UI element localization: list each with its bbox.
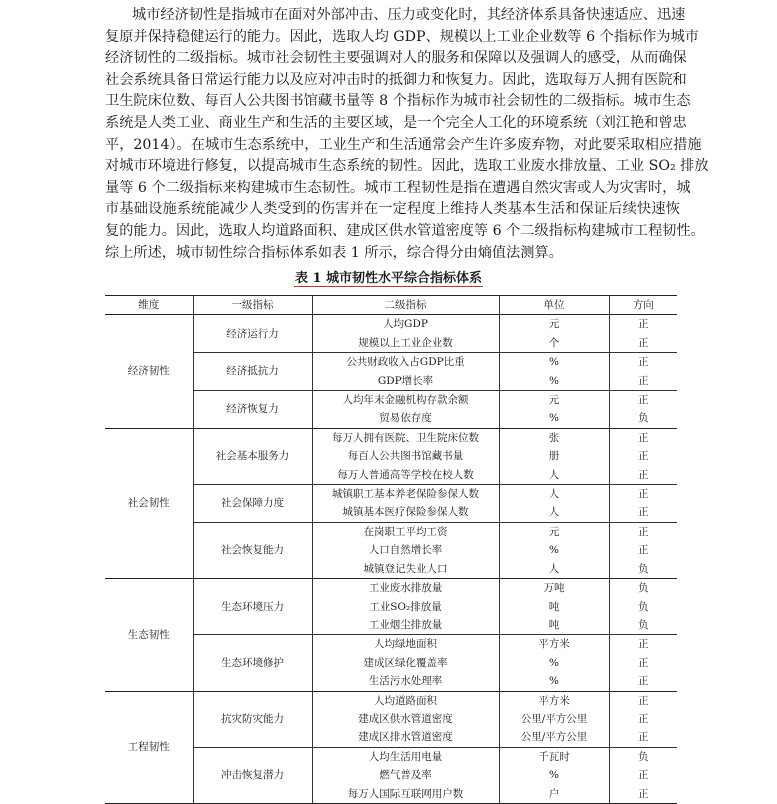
unit-cell: 人	[499, 466, 609, 485]
direction-cell: 正	[609, 353, 677, 372]
indicator-name-cell: 贸易依存度	[312, 409, 499, 428]
indicator-name-cell: 工业SO₂排放量	[312, 598, 499, 616]
indicator-name-cell: 人均道路面积	[312, 691, 499, 710]
paragraph-line: 复原并保持稳健运行的能力。因此，选取人均 GDP、规模以上工业企业数等 6 个指标作为城市	[105, 28, 699, 45]
direction-cell: 正	[609, 766, 677, 784]
table-caption-text: 表 1 城市韧性水平综合指标体系	[294, 271, 483, 286]
unit-cell: 人	[499, 503, 609, 522]
direction-cell: 正	[609, 428, 677, 447]
paragraph-line: 量等 6 个二级指标来构建城市生态韧性。城市工程韧性是指在遭遇自然灾害或人为灾害时，城	[105, 179, 691, 196]
paragraph-line: 社会系统具备日常运行能力以及应对冲击时的抵御力和恢复力。因此，选取每万人拥有医院和	[105, 71, 687, 88]
direction-cell: 正	[609, 691, 677, 710]
unit-cell: 张	[499, 428, 609, 447]
indicator-name-cell: 每万人国际互联网用户数	[312, 785, 499, 804]
table-caption	[0, 267, 777, 286]
direction-cell: 正	[609, 503, 677, 522]
unit-cell: %	[499, 353, 609, 372]
level1-cell: 冲击恢复潜力	[193, 747, 312, 803]
paragraph-line: 城市经济韧性是指城市在面对外部冲击、压力或变化时，其经济体系具备快速适应、迅速	[132, 7, 686, 23]
direction-cell: 负	[609, 409, 677, 428]
direction-cell: 正	[609, 466, 677, 485]
direction-cell: 正	[609, 315, 677, 334]
indicator-name-cell: 人均绿地面积	[312, 635, 499, 654]
header-level1: 一级指标	[193, 296, 312, 315]
unit-cell: 元	[499, 391, 609, 410]
direction-cell: 负	[609, 579, 677, 598]
unit-cell: %	[499, 409, 609, 428]
unit-cell: 人	[499, 560, 609, 579]
direction-cell: 正	[609, 372, 677, 391]
level1-cell: 生态环境压力	[193, 579, 312, 635]
indicator-name-cell: 燃气普及率	[312, 766, 499, 784]
dimension-cell: 生态韧性	[105, 579, 193, 691]
indicator-name-cell: 城镇登记失业人口	[312, 560, 499, 579]
level1-cell: 抗灾防灾能力	[193, 691, 312, 747]
indicator-name-cell: GDP增长率	[312, 372, 499, 391]
direction-cell: 正	[609, 785, 677, 804]
indicator-name-cell: 人口自然增长率	[312, 541, 499, 559]
direction-cell: 正	[609, 672, 677, 691]
direction-cell: 负	[609, 747, 677, 766]
level1-cell: 社会恢复能力	[193, 522, 312, 578]
level1-cell: 社会基本服务力	[193, 428, 312, 484]
table-header-row	[105, 296, 677, 315]
unit-cell: %	[499, 766, 609, 784]
unit-cell: 册	[499, 447, 609, 465]
indicator-name-cell: 工业废水排放量	[312, 579, 499, 598]
level1-cell: 社会保障力度	[193, 485, 312, 523]
unit-cell: 平方米	[499, 691, 609, 710]
direction-cell: 正	[609, 541, 677, 559]
direction-cell: 正	[609, 710, 677, 728]
indicator-table	[105, 295, 677, 804]
header-unit: 单位	[499, 296, 609, 315]
paragraph-line: 对城市环境进行修复，以提高城市生态系统的韧性。因此，选取工业废水排放量、工业 SO₂ 排放	[105, 158, 709, 175]
direction-cell: 负	[609, 616, 677, 635]
paragraph-line: 市基础设施系统能减少人类受到的伤害并在一定程度上维持人类基本生活和保证后续快速恢	[105, 201, 680, 218]
indicator-name-cell: 人均生活用电量	[312, 747, 499, 766]
direction-cell: 正	[609, 447, 677, 465]
direction-cell: 正	[609, 728, 677, 747]
direction-cell: 负	[609, 560, 677, 579]
unit-cell: 千瓦时	[499, 747, 609, 766]
direction-cell: 负	[609, 598, 677, 616]
direction-cell: 正	[609, 391, 677, 410]
indicator-name-cell: 人均GDP	[312, 315, 499, 334]
paragraph-line: 平，2014）。在城市生态系统中，工业生产和生活通常会产生许多废弃物，对此要采取相应措施	[105, 136, 702, 153]
table-row	[105, 579, 677, 598]
paragraph-line: 卫生院床位数、每百人公共图书馆藏书量等 8 个指标作为城市社会韧性的二级指标。城市生态	[105, 93, 691, 110]
paragraph-line: 综上所述，城市韧性综合指标体系如表 1 所示，综合得分由熵值法测算。	[105, 244, 563, 261]
level1-cell: 经济抵抗力	[193, 353, 312, 391]
indicator-name-cell: 每万人普通高等学校在校人数	[312, 466, 499, 485]
indicator-name-cell: 城镇职工基本养老保险参保人数	[312, 485, 499, 504]
direction-cell: 正	[609, 485, 677, 504]
unit-cell: %	[499, 541, 609, 559]
table-row	[105, 691, 677, 710]
dimension-cell: 工程韧性	[105, 691, 193, 803]
unit-cell: 吨	[499, 616, 609, 635]
paragraph-line: 系统是人类工业、商业生产和生活的主要区域，是一个完全人工化的环境系统（刘江艳和曾忠	[105, 114, 687, 131]
unit-cell: 公里/平方公里	[499, 710, 609, 728]
unit-cell: 吨	[499, 598, 609, 616]
indicator-name-cell: 在岗职工平均工资	[312, 522, 499, 541]
unit-cell: 个	[499, 334, 609, 353]
body-paragraph	[105, 5, 709, 264]
indicator-name-cell: 建成区绿化覆盖率	[312, 654, 499, 672]
indicator-name-cell: 每百人公共图书馆藏书量	[312, 447, 499, 465]
indicator-name-cell: 城镇基本医疗保险参保人数	[312, 503, 499, 522]
indicator-name-cell: 每万人拥有医院、卫生院床位数	[312, 428, 499, 447]
unit-cell: 平方米	[499, 635, 609, 654]
level1-cell: 经济恢复力	[193, 391, 312, 429]
level1-cell: 生态环境修护	[193, 635, 312, 691]
unit-cell: 户	[499, 785, 609, 804]
dimension-cell: 经济韧性	[105, 315, 193, 428]
header-level2: 二级指标	[312, 296, 499, 315]
indicator-name-cell: 建成区排水管道密度	[312, 728, 499, 747]
unit-cell: 万吨	[499, 579, 609, 598]
level1-cell: 经济运行力	[193, 315, 312, 353]
indicator-name-cell: 规模以上工业企业数	[312, 334, 499, 353]
unit-cell: %	[499, 654, 609, 672]
table-row	[105, 315, 677, 334]
unit-cell: 元	[499, 522, 609, 541]
direction-cell: 正	[609, 334, 677, 353]
header-direction: 方向	[609, 296, 677, 315]
indicator-name-cell: 建成区供水管道密度	[312, 710, 499, 728]
unit-cell: %	[499, 672, 609, 691]
direction-cell: 正	[609, 654, 677, 672]
indicator-name-cell: 人均年末金融机构存款余额	[312, 391, 499, 410]
direction-cell: 正	[609, 522, 677, 541]
paragraph-line: 复的能力。因此，选取人均道路面积、建成区供水管道密度等 6 个二级指标构建城市工程韧性。	[105, 222, 705, 239]
direction-cell: 正	[609, 635, 677, 654]
unit-cell: 公里/平方公里	[499, 728, 609, 747]
paragraph-line: 经济韧性的二级指标。城市社会韧性主要强调对人的服务和保障以及强调人的感受，从而确保	[105, 50, 687, 67]
indicator-name-cell: 生活污水处理率	[312, 672, 499, 691]
indicator-name-cell: 工业烟尘排放量	[312, 616, 499, 635]
unit-cell: 人	[499, 485, 609, 504]
unit-cell: 元	[499, 315, 609, 334]
unit-cell: %	[499, 372, 609, 391]
table-row	[105, 428, 677, 447]
indicator-name-cell: 公共财政收入占GDP比重	[312, 353, 499, 372]
header-dimension: 维度	[105, 296, 193, 315]
dimension-cell: 社会韧性	[105, 428, 193, 578]
